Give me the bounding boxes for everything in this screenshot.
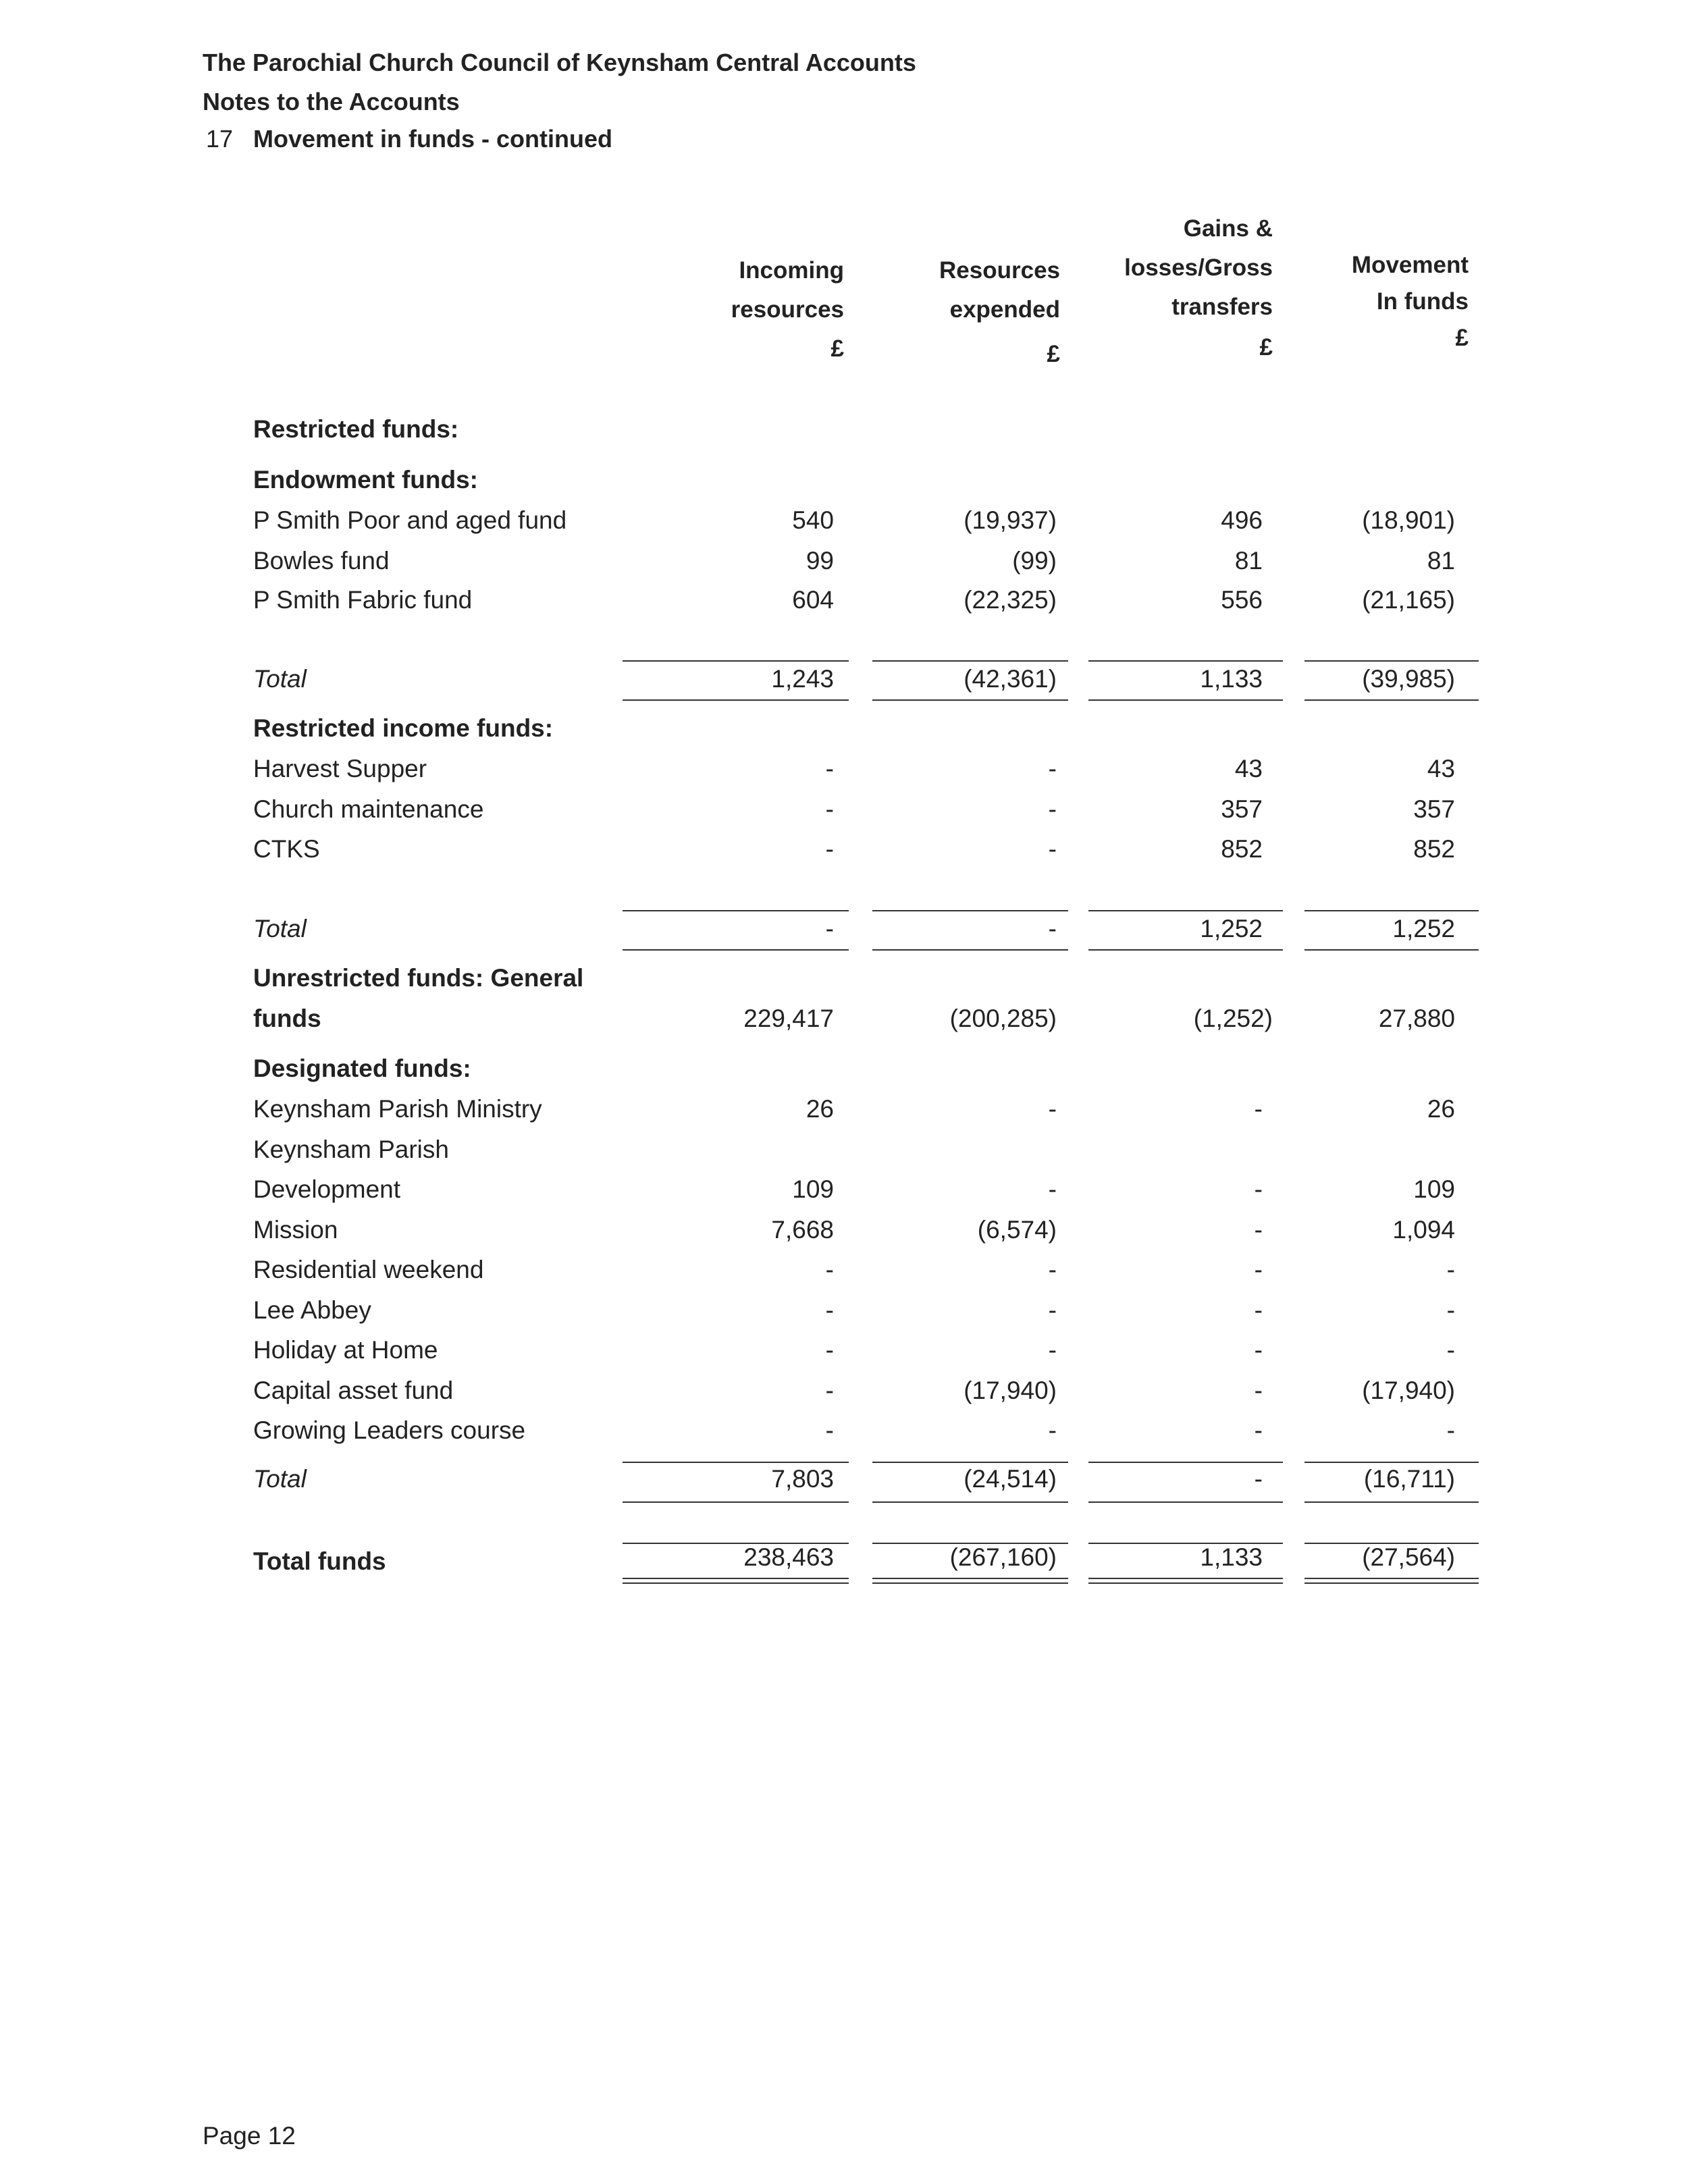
section-unrestricted-funds: Unrestricted funds: General <box>253 964 584 992</box>
row-label-total: Total <box>253 1465 307 1493</box>
note-title: Movement in funds - continued <box>253 125 612 153</box>
rule <box>623 1462 849 1463</box>
cell-gains: 81 <box>1234 547 1263 575</box>
cell-incoming: 238,463 <box>743 1543 834 1571</box>
cell-incoming: - <box>825 1416 834 1444</box>
cell-gains: 1,133 <box>1200 665 1263 693</box>
column-header-gains: Gains & losses/Gross transfers £ <box>1124 215 1273 361</box>
cell-movement: 1,094 <box>1392 1216 1455 1244</box>
row-label: Bowles fund <box>253 547 390 575</box>
row-label: Harvest Supper <box>253 755 427 782</box>
cell-movement: (18,901) <box>1362 506 1455 534</box>
cell-incoming: - <box>825 795 834 823</box>
cell-movement: (17,940) <box>1362 1377 1455 1404</box>
cell-gains: - <box>1254 1095 1263 1123</box>
row-label: P Smith Poor and aged fund <box>253 506 567 534</box>
rule <box>872 1543 1068 1544</box>
double-rule <box>1088 1578 1283 1579</box>
cell-gains: - <box>1254 1465 1263 1493</box>
double-rule <box>623 1582 849 1584</box>
rule <box>623 910 849 911</box>
cell-incoming: - <box>825 755 834 782</box>
section-unrestricted-funds-cont: funds <box>253 1005 321 1032</box>
cell-expended: - <box>1048 915 1057 942</box>
cell-expended: - <box>1048 1095 1057 1123</box>
rule <box>623 1501 849 1503</box>
cell-incoming: 26 <box>806 1095 834 1123</box>
rule <box>1088 1543 1283 1544</box>
cell-movement: 357 <box>1413 795 1455 823</box>
cell-expended: - <box>1048 795 1057 823</box>
cell-expended: - <box>1048 835 1057 863</box>
rule <box>1304 949 1479 951</box>
cell-gains: - <box>1254 1256 1263 1283</box>
section-endowment-funds: Endowment funds: <box>253 466 478 494</box>
row-label: Lee Abbey <box>253 1296 371 1324</box>
rule <box>872 1501 1068 1503</box>
cell-gains: 357 <box>1221 795 1263 823</box>
row-label: Mission <box>253 1216 338 1244</box>
rule <box>623 660 849 662</box>
cell-gains: 852 <box>1221 835 1263 863</box>
rule <box>1088 660 1283 662</box>
row-label: Keynsham Parish Ministry <box>253 1095 542 1123</box>
rule <box>1304 660 1479 662</box>
rule <box>1304 910 1479 911</box>
double-rule <box>1304 1582 1479 1584</box>
cell-incoming: 540 <box>792 506 834 534</box>
column-header-incoming: Incoming resources £ <box>731 257 844 362</box>
cell-expended: (19,937) <box>964 506 1057 534</box>
cell-movement: 43 <box>1427 755 1455 782</box>
rule <box>1088 1501 1283 1503</box>
section-restricted-income-funds: Restricted income funds: <box>253 714 554 742</box>
rule <box>1304 699 1479 701</box>
cell-expended: - <box>1048 755 1057 782</box>
section-restricted-funds: Restricted funds: <box>253 415 459 443</box>
cell-incoming: 7,668 <box>771 1216 834 1244</box>
cell-movement: 27,880 <box>1378 1005 1455 1032</box>
cell-movement: (21,165) <box>1362 586 1455 614</box>
rule <box>623 699 849 701</box>
rule <box>1304 1543 1479 1544</box>
double-rule <box>1304 1578 1479 1579</box>
row-label: P Smith Fabric fund <box>253 586 473 614</box>
cell-expended: (6,574) <box>977 1216 1057 1244</box>
rule <box>872 699 1068 701</box>
rule <box>623 1543 849 1544</box>
cell-expended: - <box>1048 1175 1057 1203</box>
row-label-total: Total <box>253 665 307 693</box>
cell-expended: - <box>1048 1416 1057 1444</box>
cell-expended: (267,160) <box>949 1543 1057 1571</box>
rule <box>1088 910 1283 911</box>
cell-expended: (17,940) <box>964 1377 1057 1404</box>
cell-movement: (27,564) <box>1362 1543 1455 1571</box>
cell-incoming: 604 <box>792 586 834 614</box>
cell-gains: 1,252 <box>1200 915 1263 942</box>
cell-movement: 26 <box>1427 1095 1455 1123</box>
cell-incoming: - <box>825 1336 834 1364</box>
cell-gains: - <box>1254 1416 1263 1444</box>
cell-gains: - <box>1254 1296 1263 1324</box>
cell-expended: (99) <box>1012 547 1057 575</box>
cell-incoming: 1,243 <box>771 665 834 693</box>
cell-movement: 852 <box>1413 835 1455 863</box>
rule <box>1088 699 1283 701</box>
rule <box>872 910 1068 911</box>
row-label: Residential weekend <box>253 1256 484 1283</box>
rule <box>1304 1462 1479 1463</box>
cell-gains: - <box>1254 1216 1263 1244</box>
cell-expended: (200,285) <box>949 1005 1057 1032</box>
cell-gains: 43 <box>1234 755 1263 782</box>
cell-incoming: 99 <box>806 547 834 575</box>
row-label-total: Total <box>253 915 307 942</box>
cell-movement: (39,985) <box>1362 665 1455 693</box>
double-rule <box>623 1578 849 1579</box>
cell-expended: (42,361) <box>964 665 1057 693</box>
cell-incoming: 229,417 <box>743 1005 834 1032</box>
cell-gains: - <box>1254 1336 1263 1364</box>
row-label: Capital asset fund <box>253 1377 454 1404</box>
column-header-expended: Resources expended £ <box>939 257 1060 367</box>
double-rule <box>872 1582 1068 1584</box>
cell-expended: - <box>1048 1256 1057 1283</box>
cell-incoming: - <box>825 1296 834 1324</box>
cell-expended: (22,325) <box>964 586 1057 614</box>
column-header-movement: Movement In funds £ <box>1351 252 1469 351</box>
section-designated-funds: Designated funds: <box>253 1055 471 1082</box>
double-rule <box>872 1578 1068 1579</box>
cell-incoming: - <box>825 1256 834 1283</box>
row-label: Keynsham Parish <box>253 1136 449 1163</box>
rule <box>1304 1501 1479 1503</box>
cell-incoming: 109 <box>792 1175 834 1203</box>
cell-expended: (24,514) <box>964 1465 1057 1493</box>
cell-movement: - <box>1446 1296 1455 1324</box>
document-title: The Parochial Church Council of Keynsham Central Accounts <box>203 49 916 76</box>
cell-gains: 556 <box>1221 586 1263 614</box>
row-label: Holiday at Home <box>253 1336 438 1364</box>
cell-incoming: 7,803 <box>771 1465 834 1493</box>
row-label: Church maintenance <box>253 795 484 823</box>
cell-gains: 496 <box>1221 506 1263 534</box>
cell-expended: - <box>1048 1296 1057 1324</box>
cell-incoming: - <box>825 835 834 863</box>
cell-movement: - <box>1446 1336 1455 1364</box>
cell-movement: (16,711) <box>1363 1465 1455 1493</box>
cell-gains: - <box>1254 1377 1263 1404</box>
note-number: 17 <box>206 125 234 153</box>
cell-movement: - <box>1446 1416 1455 1444</box>
rule <box>1088 949 1283 951</box>
rule <box>872 1462 1068 1463</box>
rule <box>872 949 1068 951</box>
rule <box>872 660 1068 662</box>
cell-movement: 81 <box>1427 547 1455 575</box>
cell-incoming: - <box>825 915 834 942</box>
cell-gains: (1,252) <box>1193 1005 1273 1032</box>
cell-movement: 1,252 <box>1392 915 1455 942</box>
cell-movement: - <box>1446 1256 1455 1283</box>
row-label: CTKS <box>253 835 320 863</box>
row-label: Growing Leaders course <box>253 1416 526 1444</box>
page-number: Page 12 <box>203 2122 296 2150</box>
row-label: Development <box>253 1175 401 1203</box>
rule <box>623 949 849 951</box>
cell-gains: 1,133 <box>1200 1543 1263 1571</box>
cell-gains: - <box>1254 1175 1263 1203</box>
row-label-grand-total: Total funds <box>253 1547 386 1575</box>
rule <box>1088 1462 1283 1463</box>
cell-expended: - <box>1048 1336 1057 1364</box>
cell-movement: 109 <box>1413 1175 1455 1203</box>
document-subtitle: Notes to the Accounts <box>203 88 460 115</box>
double-rule <box>1088 1582 1283 1584</box>
cell-incoming: - <box>825 1377 834 1404</box>
